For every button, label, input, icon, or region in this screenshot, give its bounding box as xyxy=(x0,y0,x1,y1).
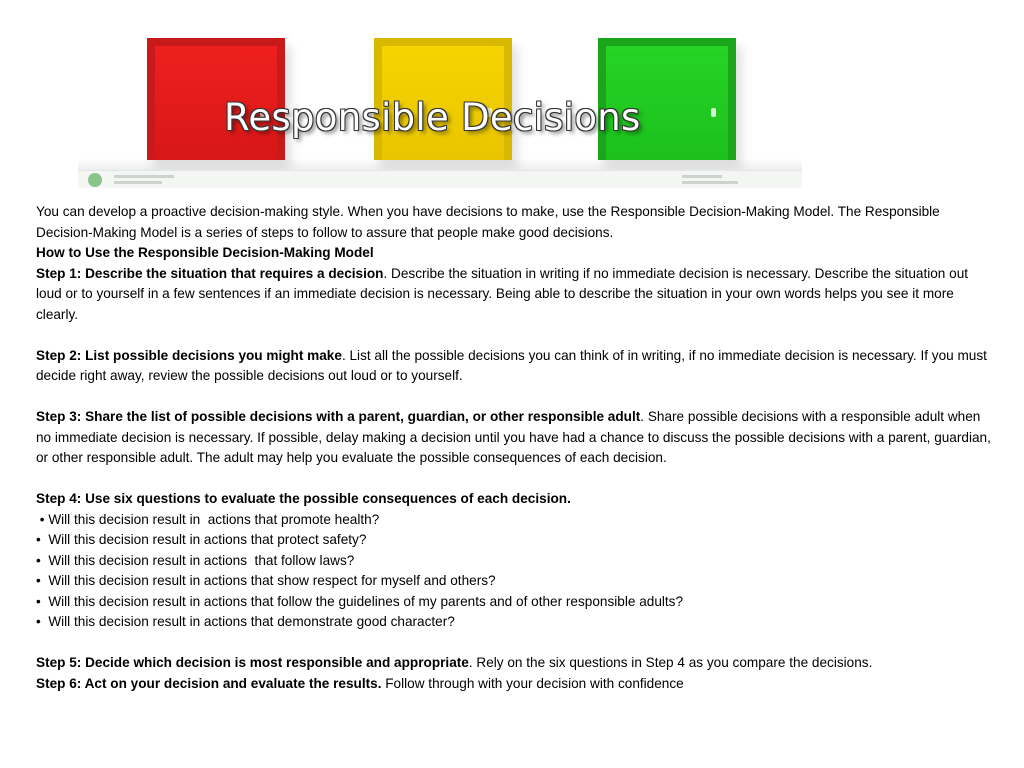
step-1-text: . Describe the situation in writing if no immediate decision is necessary. Describe the situation out loud or to yourself in a few sentences if an immediate decision is necessary. Being able to describe the situation in your own words helps you see it more clearly. xyxy=(36,265,969,322)
step-2-heading: Step 2: List possible decisions you might make xyxy=(36,347,342,363)
step-6 xyxy=(36,674,996,695)
howto-heading: How to Use the Responsible Decision-Making Model xyxy=(36,245,374,260)
step-6-heading: Step 6: Act on your decision and evaluate the results. xyxy=(36,675,382,691)
intro-paragraph: You can develop a proactive decision-making style. When you have decisions to make, use the Responsible Decision-Making Model. The Responsible Decision-Making Model is a series of steps to follow to assure that people make good decisions. xyxy=(36,204,940,240)
step-4-bullet: • Will this decision result in actions that promote health? xyxy=(36,511,380,527)
step-4-bullet: • Will this decision result in actions that protect safety? xyxy=(36,532,367,547)
step-3-text: . Share possible decisions with a responsible adult when no immediate decision is necessary. If possible, delay making a decision until you have had a chance to discuss the possible decisions with a parent, guardian, or other responsible adult. The adult may help you evaluate the possible consequences of each decision. xyxy=(36,409,991,465)
step-4-heading: Step 4: Use six questions to evaluate the possible consequences of each decision. xyxy=(36,491,571,506)
content-body xyxy=(36,202,996,694)
step-5 xyxy=(36,653,996,674)
step-4-bullet: • Will this decision result in actions that follow the guidelines of my parents and of other responsible adults? xyxy=(36,593,684,609)
step-5-text: . Rely on the six questions in Step 4 as you compare the decisions. xyxy=(468,655,873,670)
step-3 xyxy=(36,407,996,469)
watermark-strip xyxy=(78,170,802,188)
watermark-logo-icon xyxy=(88,173,102,187)
step-2-text: . List all the possible decisions you can think of in writing, if no immediate decision is necessary. If you must decide right away, review the possible decisions out loud or to yourself. xyxy=(36,347,987,383)
page-title: Responsible Decisions xyxy=(224,96,641,139)
step-4-bullet: • Will this decision result in actions that demonstrate good character? xyxy=(36,614,455,629)
step-1-heading: Step 1: Describe the situation that requires a decision xyxy=(36,265,384,281)
step-6-text: Follow through with your decision with confidence xyxy=(381,675,684,691)
step-4-bullet: • Will this decision result in actions that show respect for myself and others? xyxy=(36,573,496,588)
step-2 xyxy=(36,346,996,387)
step-4-bullet: • Will this decision result in actions that follow laws? xyxy=(36,552,355,568)
step-3-heading: Step 3: Share the list of possible decisions with a parent, guardian, or other responsible adult xyxy=(36,409,641,424)
step-5-heading: Step 5: Decide which decision is most responsible and appropriate xyxy=(36,655,469,670)
step-1 xyxy=(36,264,996,326)
